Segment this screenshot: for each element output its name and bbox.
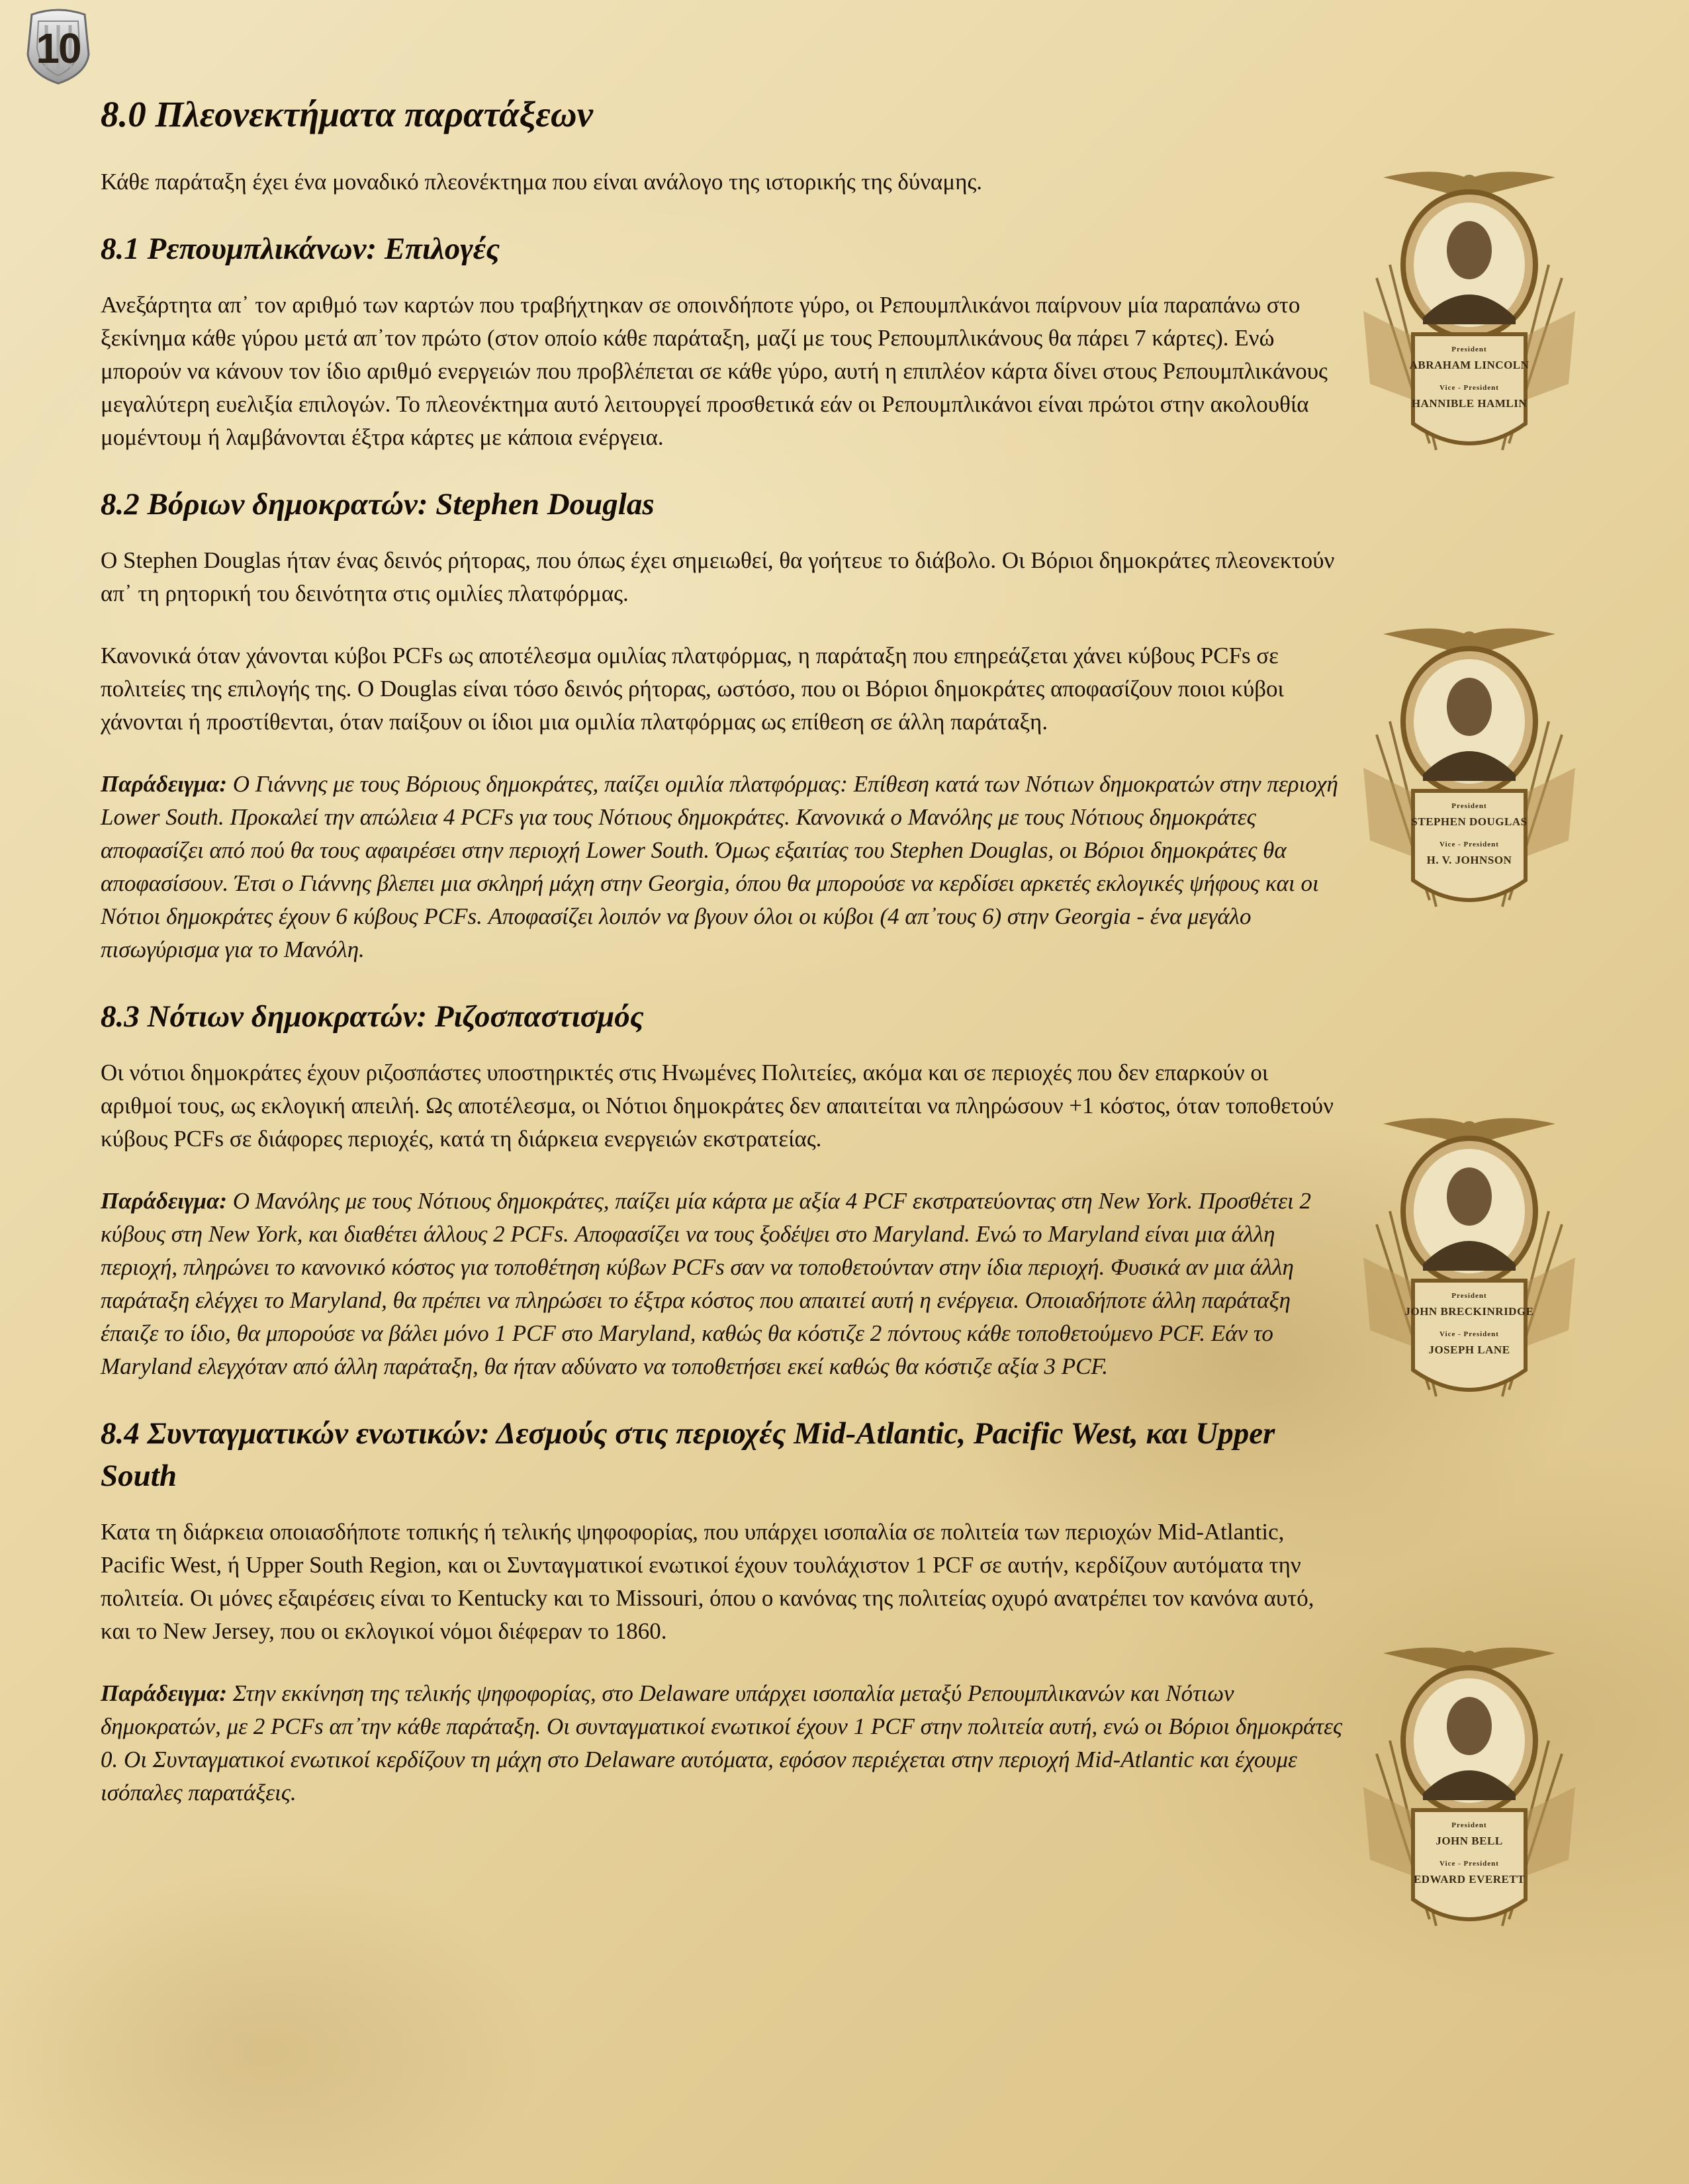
campaign-badge-illustration (1357, 1112, 1582, 1443)
section-8-2-text-2: Κανονικά όταν χάνονται κύβοι PCFs ως αποτέλεσμα ομιλίας πλατφόρμας, η παράταξη που επηρεάζεται χάνει κύβους PCFs σε πολιτείες της επιλογής της. Ο Douglas είναι τόσο δεινός ρήτορας, ωστόσο, που οι Βόριοι δημοκράτες αποφασίζουν ποιοι κύβοι χάνονται ή προστίθενται, όταν παίξουν οι ίδιοι μια ομιλία πλατφόρμας ως επίθεση σε άλλη παράταξη. (101, 643, 1284, 735)
vice-president-name: JOSEPH LANE (1428, 1343, 1510, 1356)
vice-president-label: Vice - President (1439, 841, 1499, 848)
president-name: JOHN BRECKINRIDGE (1404, 1305, 1534, 1318)
campaign-badge-illustration (1357, 1641, 1582, 1972)
section-8-2-example (101, 768, 1345, 966)
president-name: ABRAHAM LINCOLN (1409, 359, 1529, 371)
example-text: Ο Γιάννης με τους Βόριους δημοκράτες, παίζει ομιλία πλατφόρμας: Επίθεση κατά των Νότιων δημοκρατών στην περιοχή Lower South. Προκαλεί την απώλεια 4 PCFs για τους Νότιους δημοκράτες. Κανονικά ο Μανόλης με τους Νότιους δημοκράτες αποφασίζει από πού θα τους αφαιρέσει στην περιοχή Lower South. Όμως εξαιτίας του Stephen Douglas, οι Βόριοι δημοκράτες θα αποφασίσουν. Έτσι ο Γιάννης βλεπει μια σκληρή μάχη στην Georgia, όπου θα μπορούσε να κερδίσει αρκετές εκλογικές ψήφους και οι Νότιοι δημοκράτες έχουν 6 κύβους PCFs. Αποφασίζει λοιπόν να βγουν όλοι οι κύβοι (4 απ᾽τους 6) στην Georgia - ένα μεγάλο πισωγύρισμα για το Μανόλη. (101, 771, 1338, 962)
example-label: Παράδειγμα: (101, 1680, 228, 1706)
president-label: President (1451, 1292, 1487, 1300)
president-label: President (1451, 802, 1487, 810)
section-8-1-title: 8.1 Ρεπουμπλικάνων: Επιλογές (101, 232, 500, 266)
page-number: 10 (36, 24, 81, 72)
section-8-3-text: Οι νότιοι δημοκράτες έχουν ριζοσπάστες υποστηρικτές στις Ηνωμένες Πολιτείες, ακόμα και σε περιοχές που δεν επαρκούν οι αριθμοί τους, ως εκλογική απειλή. Ως αποτέλεσμα, οι Νότιοι δημοκράτες δεν απαιτείται να πληρώσουν +1 κόστος, όταν τοποθετούν κύβους PCFs σε διάφορες περιοχές, κατά τη διάρκεια ενεργειών εκστρατείας. (101, 1060, 1334, 1152)
section-8-0-title: 8.0 Πλεονεκτήματα παρατάξεων (101, 94, 594, 134)
section-8-3-example (101, 1185, 1345, 1383)
portrait-breckinridge-lane (1357, 1112, 1582, 1443)
portrait-lincoln-hamlin (1357, 165, 1582, 496)
example-text: Ο Μανόλης με τους Νότιους δημοκράτες, παίζει μία κάρτα με αξία 4 PCF εκστρατεύοντας στη New York. Προσθέτει 2 κύβους στη New York, και διαθέτει άλλους 2 PCFs. Αποφασίζει να τους ξοδέψει στο Maryland. Ενώ το Maryland είναι μια άλλη περιοχή, πληρώνει το κανονικό κόστος για τοποθέτηση κύβων PCFs σαν να τοποθετούνταν στην ίδια περιοχή. Φυσικά αν μια άλλη παράταξη ελέγχει το Maryland, θα πρέπει να πληρώσει το έξτρα κόστος που απαιτεί αυτή η ενέργεια. Οποιαδήποτε άλλη παράταξη έπαιζε το ίδιο, θα μπορούσε να βάλει μόνο 1 PCF στο Maryland, καθώς θα κόστιζε 2 πόντους κάθε τοποθετούμενο PCF. Εάν το Maryland ελεγχόταν από άλλη παράταξη, θα ήταν αδύνατο να τοποθετήσει εκεί καθώς θα κόστιζε αξία 3 PCF. (101, 1188, 1312, 1379)
section-8-4-example (101, 1677, 1345, 1809)
document-body (101, 93, 1345, 1839)
section-8-2-title: 8.2 Βόριων δημοκρατών: Stephen Douglas (101, 487, 655, 522)
president-label: President (1451, 1821, 1487, 1829)
example-label: Παράδειγμα: (101, 1188, 228, 1214)
campaign-badge-illustration (1357, 165, 1582, 496)
campaign-badge-illustration (1357, 622, 1582, 953)
vice-president-label: Vice - President (1439, 384, 1499, 392)
example-label: Παράδειγμα: (101, 771, 228, 797)
president-name: STEPHEN DOUGLAS (1411, 815, 1528, 828)
vice-president-label: Vice - President (1439, 1330, 1499, 1338)
vice-president-label: Vice - President (1439, 1860, 1499, 1868)
president-name: JOHN BELL (1436, 1835, 1503, 1847)
vice-president-name: EDWARD EVERETT (1413, 1873, 1526, 1886)
president-label: President (1451, 345, 1487, 353)
section-8-0-text: Κάθε παράταξη έχει ένα μοναδικό πλεονέκτημα που είναι ανάλογο της ιστορικής της δύναμης. (101, 169, 983, 195)
portrait-bell-everett (1357, 1641, 1582, 1972)
portrait-douglas-johnson (1357, 622, 1582, 953)
example-text: Στην εκκίνηση της τελικής ψηφοφορίας, στο Delaware υπάρχει ισοπαλία μεταξύ Ρεπουμπλικανών και Νότιων δημοκρατών, με 2 PCFs απ᾽την κάθε παράταξη. Οι συνταγματικοί ενωτικοί έχουν 1 PCF στην πολιτεία αυτή, ενώ οι Βόριοι δημοκράτες 0. Οι Συνταγματικοί ενωτικοί κερδίζουν τη μάχη στο Delaware αυτόματα, εφόσον περιέχεται στην περιοχή Mid-Atlantic και έχουμε ισόπαλες παρατάξεις. (101, 1680, 1343, 1805)
vice-president-name: HANNIBLE HAMLIN (1411, 397, 1528, 410)
vice-president-name: H. V. JOHNSON (1426, 854, 1512, 866)
section-8-4-text: Κατα τη διάρκεια οποιασδήποτε τοπικής ή τελικής ψηφοφορίας, που υπάρχει ισοπαλία σε πολιτεία των περιοχών Mid-Atlantic, Pacific West, ή Upper South Region, και οι Συνταγματικοί ενωτικοί έχουν τουλάχιστον 1 PCF σε αυτήν, κερδίζουν αυτόματα την πολιτεία. Οι μόνες εξαιρέσεις είναι το Kentucky και το Missouri, όπου ο κανόνας της πολιτείας οχυρό ανατρέπει τον κανόνα αυτό, και το New Jersey, που οι εκλογικοί νόμοι διέφεραν το 1860. (101, 1519, 1314, 1644)
section-8-2-text-1: Ο Stephen Douglas ήταν ένας δεινός ρήτορας, που όπως έχει σημειωθεί, θα γοήτευε το διάβολο. Οι Βόριοι δημοκράτες πλεονεκτούν απ᾽ τη ρητορική του δεινότητα στις ομιλίες πλατφόρμας. (101, 547, 1335, 606)
section-8-4-title: 8.4 Συνταγματικών ενωτικών: Δεσμούς στις περιοχές Mid-Atlantic, Pacific West, και Upper South (101, 1416, 1275, 1493)
section-8-3-title: 8.3 Νότιων δημοκρατών: Ριζοσπαστισμός (101, 999, 644, 1034)
section-8-1-text: Ανεξάρτητα απ᾽ τον αριθμό των καρτών που τραβήχτηκαν σε οποινδήποτε γύρο, οι Ρεπουμπλικάνοι παίρνουν μία παραπάνω στο ξεκίνημα κάθε γύρου μετά απ᾽τον πρώτο (στον οποίο κάθε παράταξη, μαζί με τους Ρεπουμπλικάνους θα πάρει 7 κάρτες). Ενώ μπορούν να κάνουν τον ίδιο αριθμό ενεργειών που προβλέπεται σε κάθε γύρο, αυτή η επιπλέον κάρτα δίνει στους Ρεπουμπλικάνους μεγαλύτερη ευελιξία επιλογών. Το πλεονέκτημα αυτό λειτουργεί προσθετικά εάν οι Ρεπουμπλικάνοι είναι πρώτοι στην ακολουθία μομέντουμ ή λαμβάνονται έξτρα κάρτες με κάποια ενέργεια. (101, 292, 1328, 450)
